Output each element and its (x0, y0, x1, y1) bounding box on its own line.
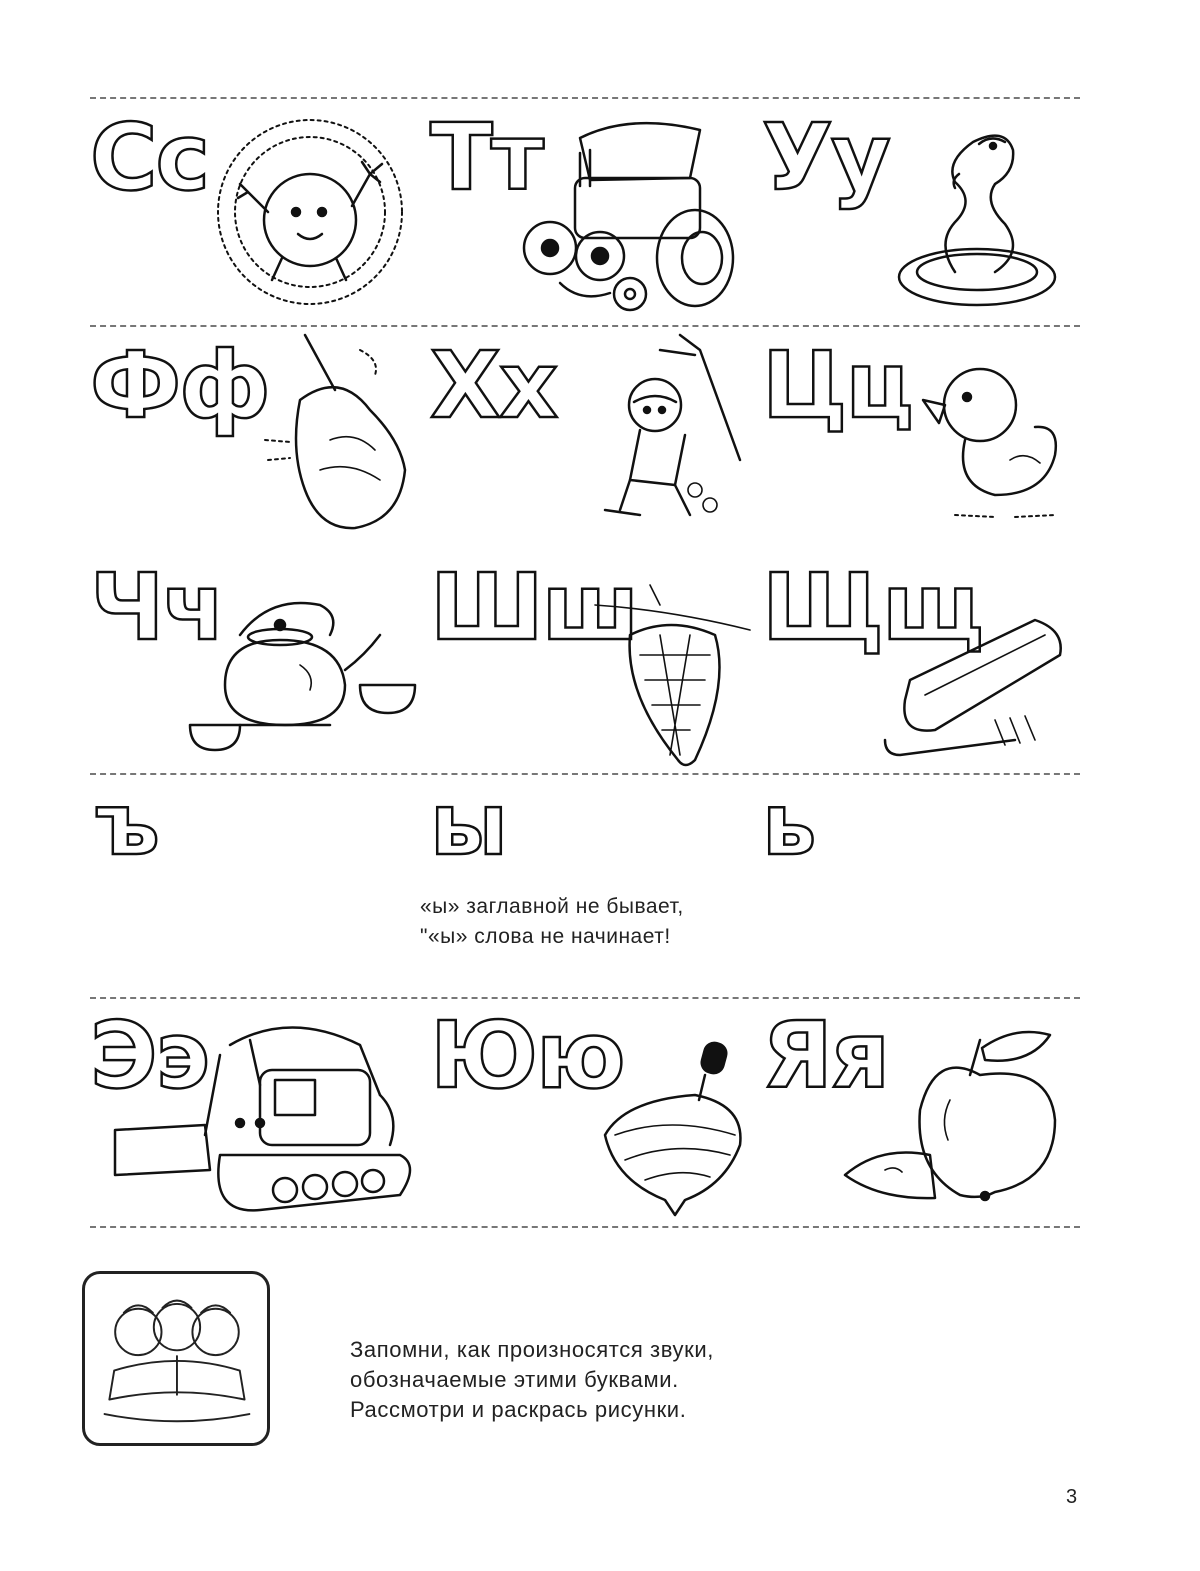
chick-icon (915, 345, 1070, 540)
snake-icon (895, 122, 1060, 312)
letter-y: ы (430, 775, 506, 875)
verse-line-2: "«ы» слова не начинает! (420, 925, 671, 948)
letter-ya: Яя (762, 1002, 888, 1109)
sun-icon (210, 112, 410, 312)
apple-icon (840, 1020, 1065, 1220)
divider-top (90, 97, 1080, 99)
children-reading-icon (82, 1271, 270, 1446)
letter-e: Ээ (90, 1002, 209, 1109)
letter-hard-sign: ъ (95, 775, 158, 875)
teapot-icon (180, 585, 420, 765)
tractor-icon (520, 108, 740, 313)
letter-sch: Щщ (762, 554, 982, 661)
letter-ts: Цц (762, 332, 912, 439)
letter-soft-sign: ь (762, 775, 815, 875)
flag-icon (260, 330, 420, 535)
hockey-player-icon (600, 330, 750, 530)
excavator-icon (110, 1015, 420, 1220)
letter-t: Тт (430, 104, 543, 211)
letter-sh: Шш (430, 554, 638, 661)
bump-cone-icon (590, 575, 755, 770)
verse-line-1: «ы» заглавной не бывает, (420, 895, 684, 918)
letter-s: Сс (90, 104, 209, 211)
divider-row5 (90, 997, 1080, 999)
brush-icon (875, 600, 1070, 775)
page-number: 3 (1066, 1486, 1078, 1508)
divider-row5-bottom (90, 1226, 1080, 1228)
letter-yu: Юю (430, 1002, 624, 1109)
divider-row2 (90, 325, 1080, 327)
instruction-line-2: обозначаемые этими буквами. (350, 1367, 679, 1392)
instruction-text (350, 1335, 870, 1425)
spinning-top-icon (595, 1035, 750, 1220)
instruction-line-1: Запомни, как произносятся звуки, (350, 1337, 714, 1362)
verse (420, 892, 820, 952)
instruction-line-3: Рассмотри и раскрась рисунки. (350, 1397, 687, 1422)
letter-u: Уу (762, 104, 889, 211)
letter-f: Фф (90, 332, 269, 439)
letter-h: Хх (430, 332, 557, 439)
letter-ch: Чч (90, 554, 224, 661)
